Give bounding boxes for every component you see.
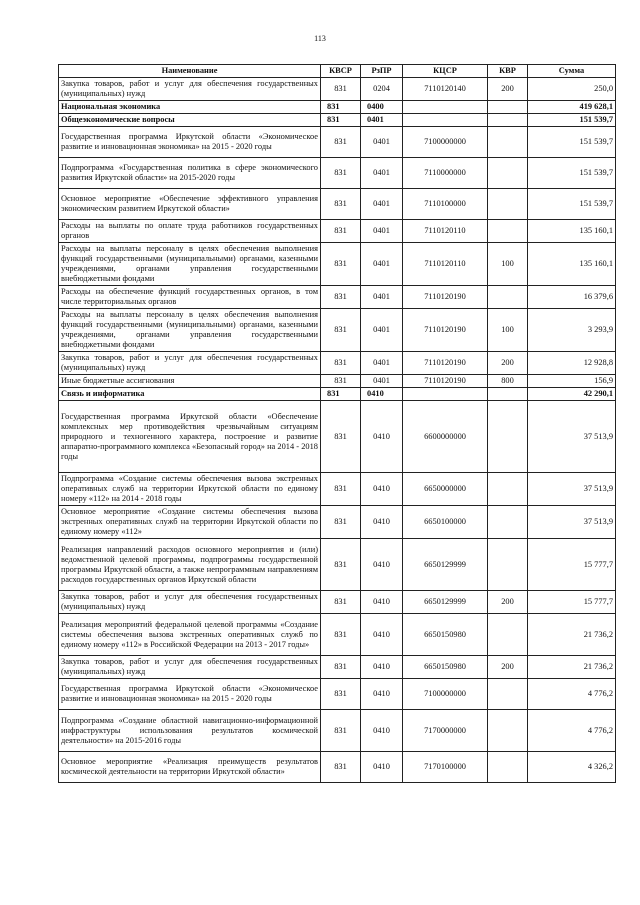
row-rzpr: 0401 — [361, 127, 403, 158]
row-name: Основное мероприятие «Реализация преимуществ результатов космической деятельности на территории Иркутской области» — [59, 752, 321, 783]
row-rzpr: 0401 — [361, 286, 403, 309]
row-kvsr: 831 — [321, 591, 361, 614]
row-sum: 21 736,2 — [528, 656, 616, 679]
table-row — [59, 78, 616, 101]
row-sum: 4 776,2 — [528, 710, 616, 752]
row-sum: 37 513,9 — [528, 473, 616, 506]
row-kvsr: 831 — [321, 679, 361, 710]
row-sum: 250,0 — [528, 78, 616, 101]
row-kvsr: 831 — [321, 656, 361, 679]
row-kcsr — [403, 388, 488, 401]
row-rzpr: 0410 — [361, 656, 403, 679]
row-kcsr: 7110120140 — [403, 78, 488, 101]
row-sum: 419 628,1 — [528, 101, 616, 114]
row-kvsr: 831 — [321, 220, 361, 243]
row-kcsr: 6650129999 — [403, 539, 488, 591]
table-row — [59, 352, 616, 375]
table-row — [59, 656, 616, 679]
row-rzpr: 0401 — [361, 220, 403, 243]
row-rzpr: 0401 — [361, 189, 403, 220]
row-kcsr: 7170100000 — [403, 752, 488, 783]
row-kcsr: 6650100000 — [403, 506, 488, 539]
row-kvsr: 831 — [321, 352, 361, 375]
row-kvr — [488, 220, 528, 243]
table-row — [59, 243, 616, 286]
row-kvr — [488, 189, 528, 220]
row-sum: 135 160,1 — [528, 220, 616, 243]
row-kcsr — [403, 114, 488, 127]
row-sum: 151 539,7 — [528, 127, 616, 158]
row-kvsr: 831 — [321, 101, 361, 114]
table-row — [59, 375, 616, 388]
row-kvsr: 831 — [321, 78, 361, 101]
row-sum: 151 539,7 — [528, 189, 616, 220]
row-kvr — [488, 286, 528, 309]
row-kvr: 100 — [488, 309, 528, 352]
row-kvr — [488, 127, 528, 158]
row-sum: 4 776,2 — [528, 679, 616, 710]
row-kcsr: 6650150980 — [403, 656, 488, 679]
row-kvsr: 831 — [321, 401, 361, 473]
row-kvsr: 831 — [321, 473, 361, 506]
row-kcsr — [403, 101, 488, 114]
row-name: Закупка товаров, работ и услуг для обеспечения государственных (муниципальных) нужд — [59, 656, 321, 679]
table-header-row — [59, 65, 616, 78]
budget-table — [58, 64, 616, 783]
row-kvsr: 831 — [321, 506, 361, 539]
row-rzpr: 0401 — [361, 158, 403, 189]
row-kvsr: 831 — [321, 286, 361, 309]
row-sum: 37 513,9 — [528, 506, 616, 539]
row-rzpr: 0410 — [361, 710, 403, 752]
row-name: Реализация направлений расходов основного мероприятия и (или) ведомственной целевой программы, подпрограммы государственной программы Иркутской области, а также непрограммным направлениям расходов государственных органов Иркутской области — [59, 539, 321, 591]
row-name: Основное мероприятие «Создание системы обеспечения вызова экстренных оперативных служб на территории Иркутской области по единому номеру «112» — [59, 506, 321, 539]
row-kvr — [488, 506, 528, 539]
table-row — [59, 752, 616, 783]
row-rzpr: 0410 — [361, 679, 403, 710]
table-row — [59, 286, 616, 309]
row-sum: 15 777,7 — [528, 591, 616, 614]
row-name: Закупка товаров, работ и услуг для обеспечения государственных (муниципальных) нужд — [59, 591, 321, 614]
row-kcsr: 7100000000 — [403, 679, 488, 710]
table-row — [59, 158, 616, 189]
row-kvr: 200 — [488, 78, 528, 101]
row-kvsr: 831 — [321, 388, 361, 401]
row-kvr — [488, 752, 528, 783]
row-kvsr: 831 — [321, 614, 361, 656]
table-row — [59, 220, 616, 243]
row-kvr — [488, 158, 528, 189]
row-rzpr: 0410 — [361, 388, 403, 401]
row-kcsr: 7110120110 — [403, 220, 488, 243]
row-kvr: 100 — [488, 243, 528, 286]
row-kvr — [488, 401, 528, 473]
row-kvsr: 831 — [321, 309, 361, 352]
row-rzpr: 0410 — [361, 506, 403, 539]
row-rzpr: 0401 — [361, 114, 403, 127]
row-sum: 42 290,1 — [528, 388, 616, 401]
row-kcsr: 7110120190 — [403, 309, 488, 352]
table-row — [59, 591, 616, 614]
row-sum: 16 379,6 — [528, 286, 616, 309]
table-row — [59, 401, 616, 473]
header-sum: Сумма — [528, 65, 616, 78]
row-kvr — [488, 679, 528, 710]
row-rzpr: 0410 — [361, 473, 403, 506]
row-kvr: 800 — [488, 375, 528, 388]
row-sum: 3 293,9 — [528, 309, 616, 352]
row-sum: 15 777,7 — [528, 539, 616, 591]
table-row — [59, 473, 616, 506]
row-name: Закупка товаров, работ и услуг для обеспечения государственных (муниципальных) нужд — [59, 352, 321, 375]
row-kvr — [488, 114, 528, 127]
row-name: Основное мероприятие «Обеспечение эффективного управления экономическим развитием Иркутской области» — [59, 189, 321, 220]
header-rzpr: РзПР — [361, 65, 403, 78]
row-name: Связь и информатика — [59, 388, 321, 401]
row-kcsr: 7100000000 — [403, 127, 488, 158]
table-row — [59, 679, 616, 710]
row-kvsr: 831 — [321, 752, 361, 783]
row-sum: 151 539,7 — [528, 158, 616, 189]
row-kvr — [488, 473, 528, 506]
row-name: Иные бюджетные ассигнования — [59, 375, 321, 388]
row-sum: 4 326,2 — [528, 752, 616, 783]
row-kcsr: 7170000000 — [403, 710, 488, 752]
row-kvr: 200 — [488, 591, 528, 614]
row-kvsr: 831 — [321, 375, 361, 388]
row-name: Реализация мероприятий федеральной целевой программы «Создание системы обеспечения вызова экстренных оперативных служб по единому номеру «112» в Российской Федерации на 2013 - 2017 годы» — [59, 614, 321, 656]
row-rzpr: 0410 — [361, 591, 403, 614]
row-name: Закупка товаров, работ и услуг для обеспечения государственных (муниципальных) нужд — [59, 78, 321, 101]
row-rzpr: 0401 — [361, 352, 403, 375]
row-name: Государственная программа Иркутской области «Экономическое развитие и инновационная экономика» на 2015 - 2020 годы — [59, 679, 321, 710]
row-name: Государственная программа Иркутской области «Обеспечение комплексных мер противодействия чрезвычайным ситуациям природного и техногенного характера, построение и развитие аппаратно-программного комплекса «Безопасный город» на 2014 - 2018 годы — [59, 401, 321, 473]
row-kvsr: 831 — [321, 710, 361, 752]
row-kvr: 200 — [488, 656, 528, 679]
table-row — [59, 614, 616, 656]
page-number: 113 — [314, 34, 326, 43]
row-kcsr: 6650129999 — [403, 591, 488, 614]
table-row — [59, 127, 616, 158]
table-row — [59, 309, 616, 352]
header-kvr: КВР — [488, 65, 528, 78]
row-kvsr: 831 — [321, 158, 361, 189]
table-row — [59, 506, 616, 539]
row-rzpr: 0410 — [361, 401, 403, 473]
row-name: Государственная программа Иркутской области «Экономическое развитие и инновационная экономика» на 2015 - 2020 годы — [59, 127, 321, 158]
row-name: Расходы на выплаты персоналу в целях обеспечения выполнения функций государственными (муниципальными) органами, казенными учреждениями, органами управления государственными внебюджетными фондами — [59, 309, 321, 352]
row-kvr — [488, 101, 528, 114]
row-name: Подпрограмма «Создание системы обеспечения вызова экстренных оперативных служб на территории Иркутской области по единому номеру «112» на 2014 - 2018 годы — [59, 473, 321, 506]
row-sum: 151 539,7 — [528, 114, 616, 127]
header-kvsr: КВСР — [321, 65, 361, 78]
row-kvr — [488, 614, 528, 656]
row-sum: 37 513,9 — [528, 401, 616, 473]
row-kvsr: 831 — [321, 127, 361, 158]
table-row — [59, 388, 616, 401]
row-name: Расходы на выплаты по оплате труда работников государственных органов — [59, 220, 321, 243]
table-row — [59, 114, 616, 127]
row-kcsr: 7110120190 — [403, 375, 488, 388]
table-row — [59, 539, 616, 591]
row-kvr: 200 — [488, 352, 528, 375]
row-sum: 12 928,8 — [528, 352, 616, 375]
row-kcsr: 6650000000 — [403, 473, 488, 506]
row-rzpr: 0410 — [361, 539, 403, 591]
header-kcsr: КЦСР — [403, 65, 488, 78]
row-sum: 135 160,1 — [528, 243, 616, 286]
row-kcsr: 6600000000 — [403, 401, 488, 473]
row-rzpr: 0401 — [361, 309, 403, 352]
row-rzpr: 0410 — [361, 752, 403, 783]
row-name: Общеэкономические вопросы — [59, 114, 321, 127]
table-row — [59, 101, 616, 114]
row-name: Расходы на выплаты персоналу в целях обеспечения выполнения функций государственными (муниципальными) органами, казенными учреждениями, органами управления государственными внебюджетными фондами — [59, 243, 321, 286]
table-row — [59, 710, 616, 752]
row-kcsr: 7110100000 — [403, 189, 488, 220]
header-name: Наименование — [59, 65, 321, 78]
row-rzpr: 0401 — [361, 375, 403, 388]
row-kvr — [488, 710, 528, 752]
row-name: Подпрограмма «Создание областной навигационно-информационной инфраструктуры использования результатов космической деятельности» на 2015-2016 годы — [59, 710, 321, 752]
row-rzpr: 0401 — [361, 243, 403, 286]
row-kvr — [488, 539, 528, 591]
row-kcsr: 7110120110 — [403, 243, 488, 286]
row-kcsr: 7110000000 — [403, 158, 488, 189]
row-rzpr: 0410 — [361, 614, 403, 656]
row-name: Национальная экономика — [59, 101, 321, 114]
row-kvr — [488, 388, 528, 401]
row-rzpr: 0204 — [361, 78, 403, 101]
row-kvsr: 831 — [321, 539, 361, 591]
row-rzpr: 0400 — [361, 101, 403, 114]
row-sum: 156,9 — [528, 375, 616, 388]
row-sum: 21 736,2 — [528, 614, 616, 656]
row-kvsr: 831 — [321, 114, 361, 127]
row-kcsr: 6650150980 — [403, 614, 488, 656]
row-kcsr: 7110120190 — [403, 352, 488, 375]
row-name: Расходы на обеспечение функций государственных органов, в том числе территориальных органов — [59, 286, 321, 309]
row-name: Подпрограмма «Государственная политика в сфере экономического развития Иркутской области» на 2015-2020 годы — [59, 158, 321, 189]
row-kvsr: 831 — [321, 189, 361, 220]
row-kcsr: 7110120190 — [403, 286, 488, 309]
table-row — [59, 189, 616, 220]
row-kvsr: 831 — [321, 243, 361, 286]
